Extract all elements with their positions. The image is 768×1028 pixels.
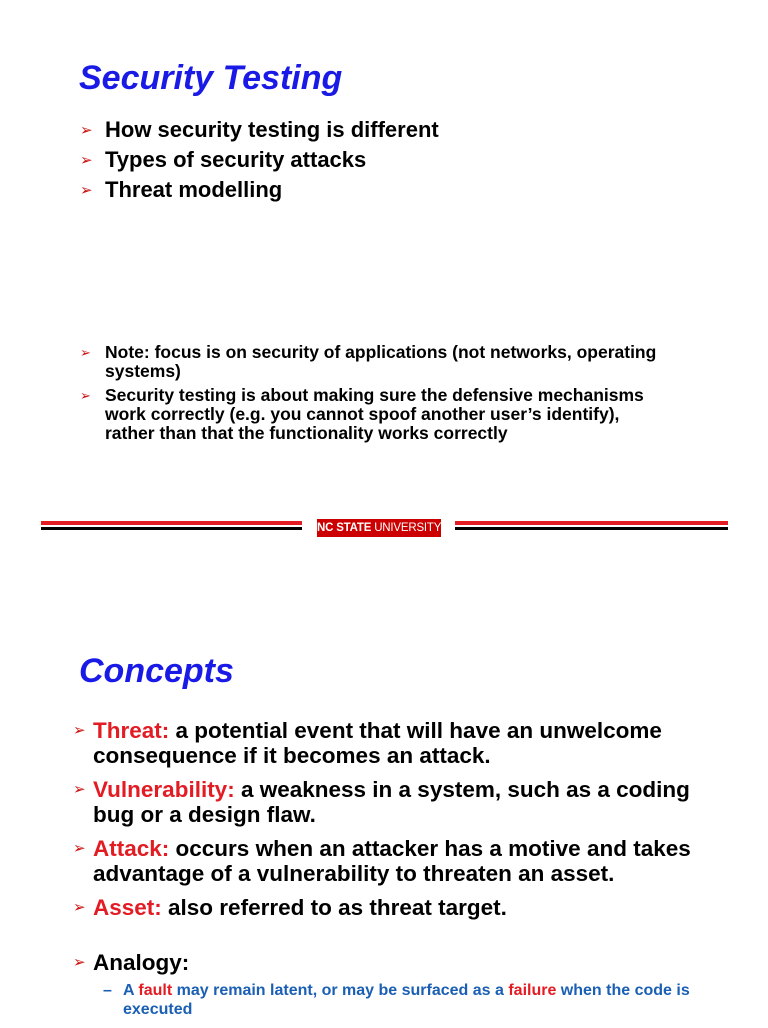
list-item: ➢ Security testing is about making sure the defensive mechanisms work correctly (e.g. you cannot spoof another user’s identify), rather than that the functionality works correctly — [80, 385, 644, 443]
list-item: – A fault may remain latent, or may be surfaced as a failure when the code is executed — [103, 982, 690, 1018]
arrowhead-bullet-icon: ➢ — [73, 722, 86, 739]
fault-word: fault — [138, 982, 173, 999]
arrowhead-bullet-icon: ➢ — [80, 122, 93, 139]
term-attack: Attack: — [93, 836, 170, 861]
footer-rule-right — [455, 521, 728, 530]
list-item: ➢ Types of security attacks — [80, 145, 439, 175]
analogy-sublist — [93, 981, 733, 1019]
dash-bullet-icon: – — [103, 982, 112, 999]
list-item: ➢ Threat: a potential event that will have an unwelcome consequence if it becomes an attack. — [73, 718, 662, 768]
list-item: ➢ Attack: occurs when an attacker has a motive and takes advantage of a vulnerability to threaten an asset. — [73, 836, 691, 886]
arrowhead-bullet-icon: ➢ — [73, 899, 86, 916]
arrowhead-bullet-icon: ➢ — [80, 152, 93, 169]
notes-list — [80, 343, 660, 448]
term-asset: Asset: — [93, 895, 162, 920]
term-threat: Threat: — [93, 718, 170, 743]
list-item: ➢ Threat modelling — [80, 175, 439, 205]
slide-title: Security Testing — [79, 59, 343, 97]
slide-title: Concepts — [79, 652, 234, 690]
topic-list — [80, 115, 439, 205]
list-item: ➢ How security testing is different — [80, 115, 439, 145]
arrowhead-bullet-icon: ➢ — [73, 781, 86, 798]
arrowhead-bullet-icon: ➢ — [80, 345, 91, 360]
arrowhead-bullet-icon: ➢ — [80, 388, 91, 403]
failure-word: failure — [508, 982, 557, 999]
concepts-list — [73, 718, 733, 1028]
footer-rule-left — [41, 521, 302, 530]
list-item: ➢ Note: focus is on security of applications (not networks, operating systems) — [80, 342, 657, 381]
university-footer-band — [0, 519, 768, 535]
arrowhead-bullet-icon: ➢ — [73, 840, 86, 857]
arrowhead-bullet-icon: ➢ — [73, 954, 86, 971]
slide-concepts — [0, 540, 768, 1024]
list-item — [73, 950, 733, 1019]
list-item: ➢ Vulnerability: a weakness in a system, such as a coding bug or a design flaw. — [73, 777, 690, 827]
arrowhead-bullet-icon: ➢ — [80, 182, 93, 199]
list-item: ➢ Asset: also referred to as threat target. — [73, 895, 507, 920]
term-vulnerability: Vulnerability: — [93, 777, 235, 802]
analogy-label: Analogy: — [93, 950, 190, 975]
nc-state-university-logo: NC STATE UNIVERSITY — [317, 519, 441, 537]
